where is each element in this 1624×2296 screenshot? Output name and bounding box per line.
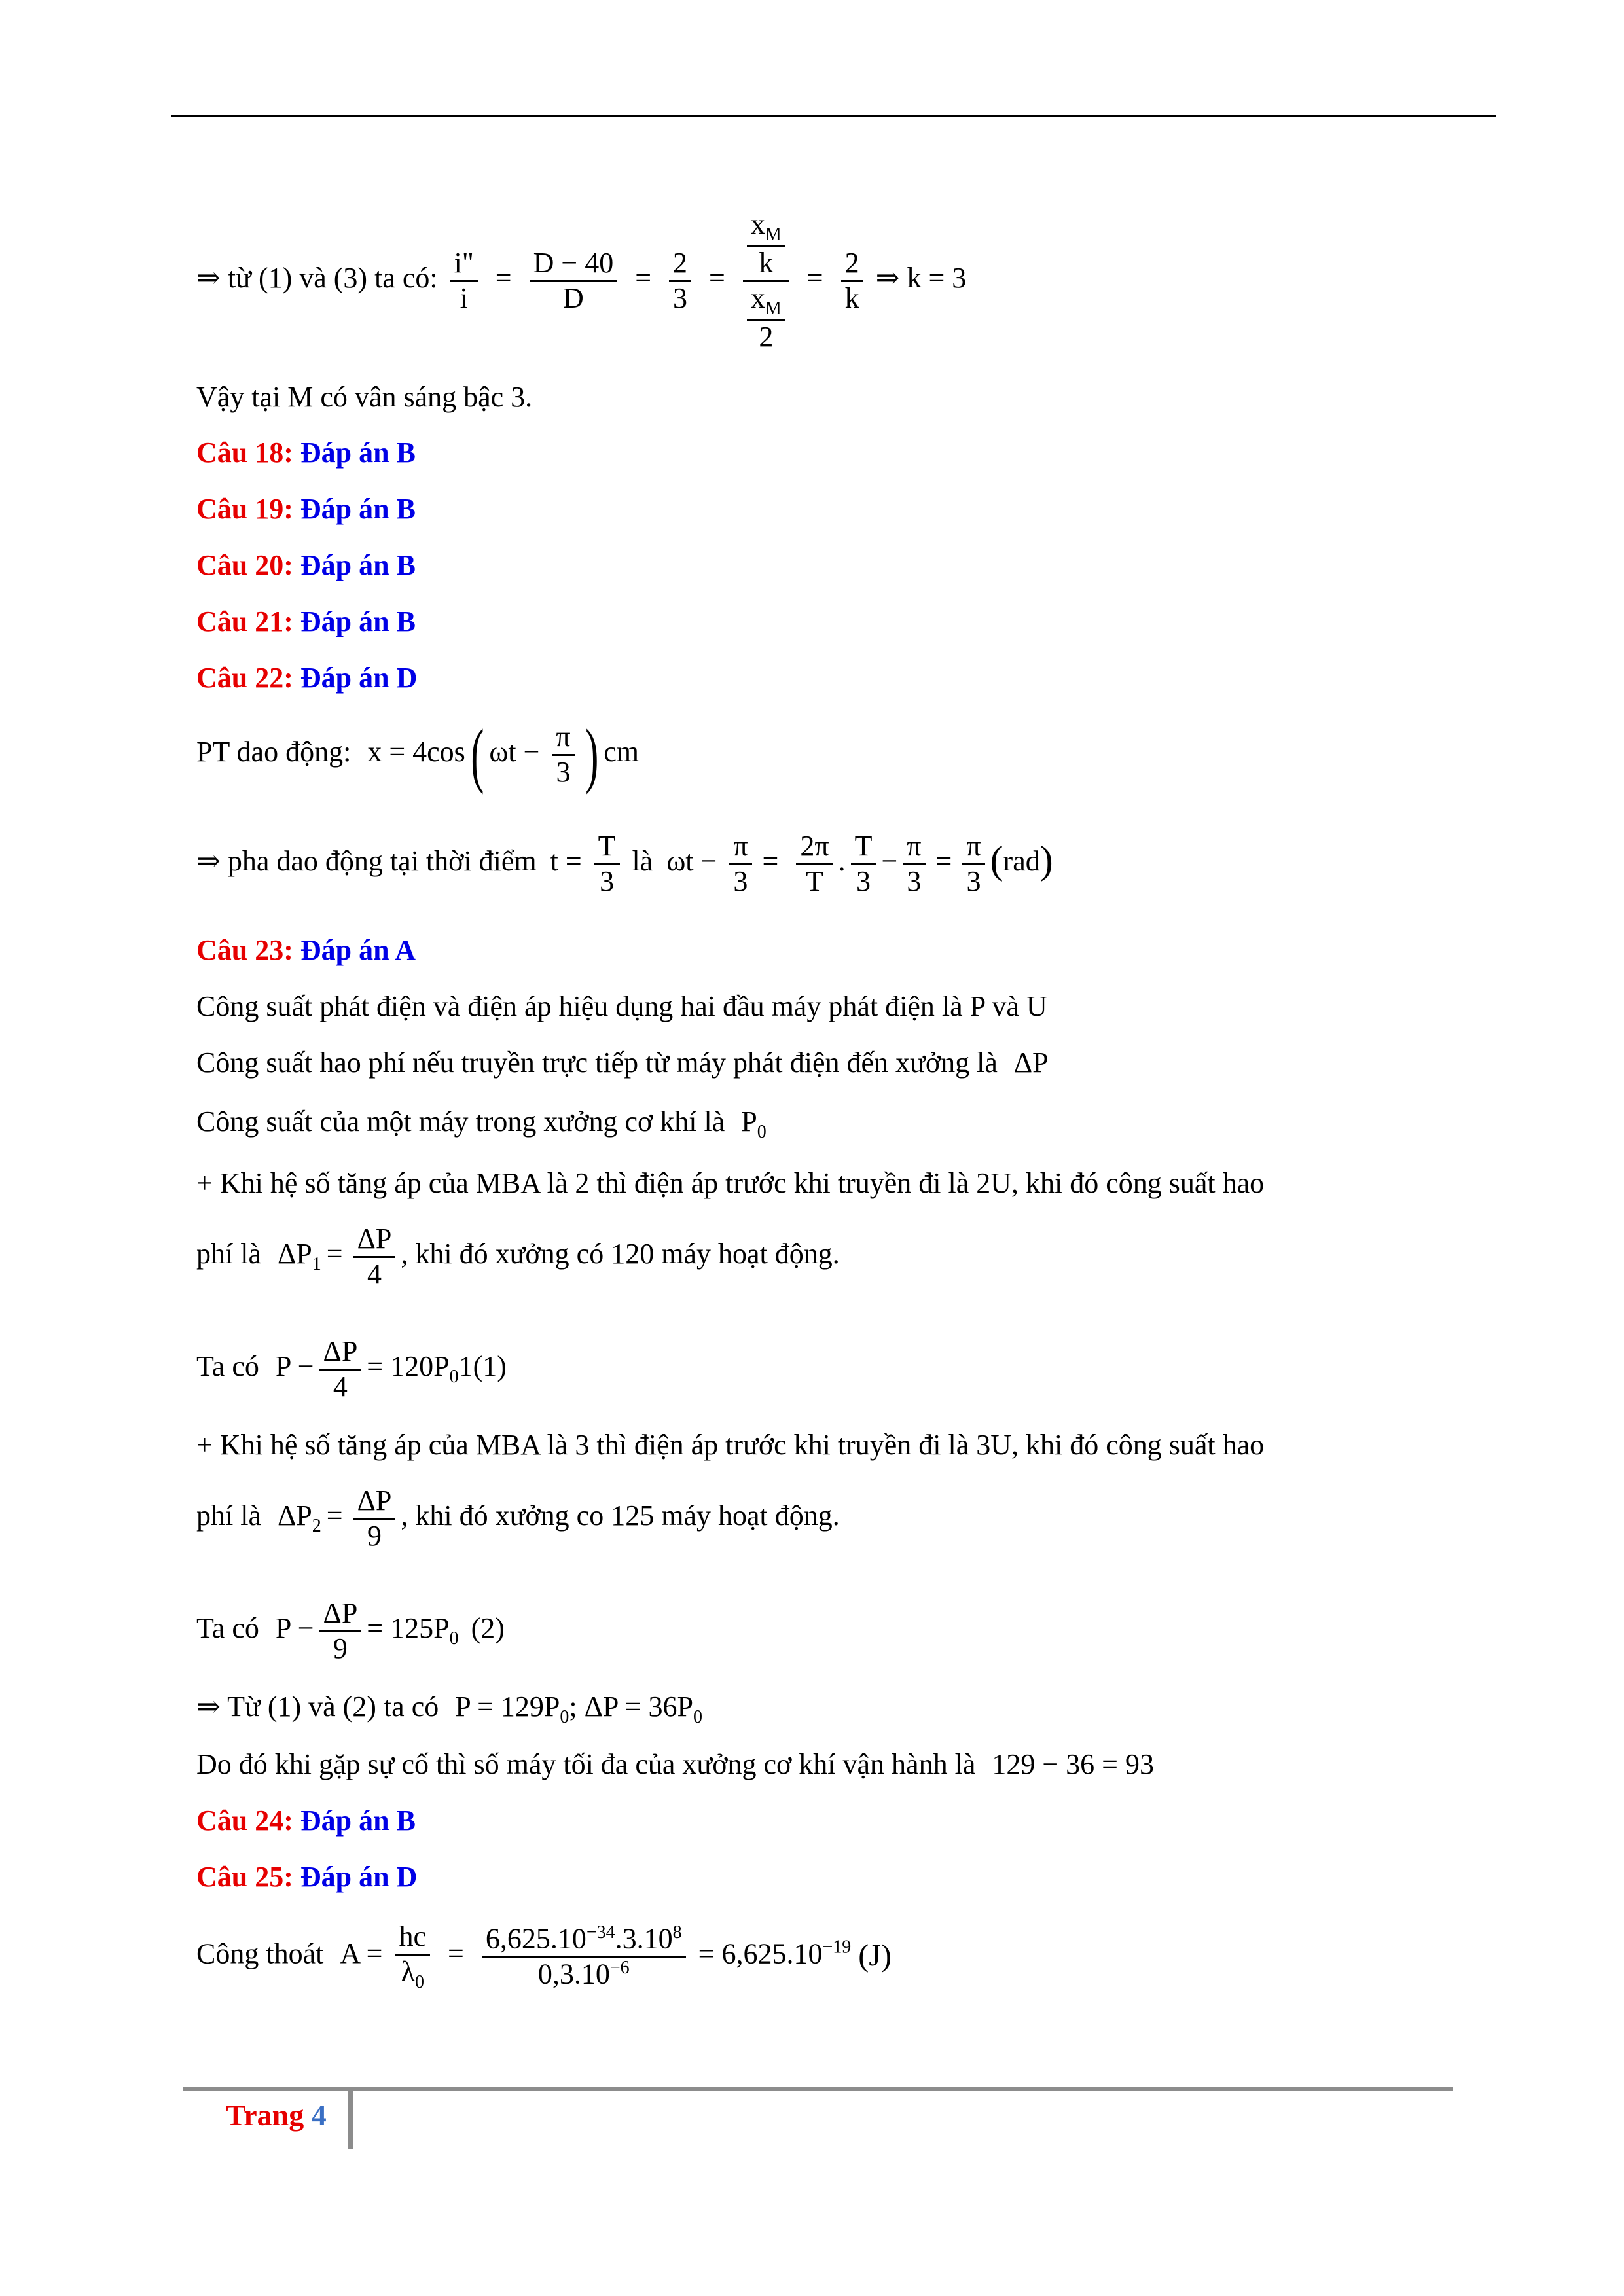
text-line-case-2: + Khi hệ số tăng áp của MBA là 2 thì điện áp trước khi truyền đi là 2U, khi đó công suất hao <box>196 1167 1265 1199</box>
fraction-xm: $\frac{\frac{x_M}{k}}{\frac{x_M}{2}}$ <box>743 208 789 353</box>
loss-equation-1: phí là $\Delta P_1$ = $\frac{\Delta P}{4}$ , khi đó xưởng có 120 máy hoạt động. <box>196 1223 840 1290</box>
phase-equation: ⇒ pha dao động tại thời điểm t = $\frac{T}{3}$ là ωt − $\frac{\pi}{3}$ = $\frac{2\pi}{T}$ . $\frac{T}{3}$ − $\frac{\pi}{3}$ = $\frac{\pi}{3}$ (rad) <box>196 830 1053 897</box>
implies-symbol: ⇒ <box>196 262 221 295</box>
answer-line-19: Câu 19: Đáp án B <box>196 493 416 525</box>
answer-line-22: Câu 22: Đáp án D <box>196 662 418 694</box>
page-number: 4 <box>311 2098 327 2132</box>
loss-equation-2: phí là $\Delta P_2$ = $\frac{\Delta P}{9}$ , khi đó xưởng co 125 máy hoạt động. <box>196 1484 840 1552</box>
footer-rule <box>183 2087 1453 2091</box>
text-line-machine: Công suất của một máy trong xưởng cơ khí là $P_0$ <box>196 1105 767 1142</box>
fraction-d: $\frac{D - 40}{D}$ <box>530 247 618 315</box>
text-line-power: Công suất phát điện và điện áp hiệu dụng hai đầu máy phát điện là P và U <box>196 990 1047 1022</box>
text-line-case-3: + Khi hệ số tăng áp của MBA là 3 thì điện áp trước khi truyền đi là 3U, khi đó công suất hao <box>196 1429 1265 1461</box>
answer-line-23: Câu 23: Đáp án A <box>196 934 416 966</box>
work-function-equation: Công thoát A = $\frac{hc}{\lambda_0}$ = $\frac{6,625.10^{-34}.3.10^8}{0,3.10^{-6}}$ = $6,625.10^{-19}$ (J) <box>196 1920 892 1992</box>
answer-line-20: Câu 20: Đáp án B <box>196 549 416 581</box>
power-equation-2: Ta có P − $\frac{\Delta P}{9}$ = $125P_0$ (2) <box>196 1597 505 1664</box>
answer-line-25: Câu 25: Đáp án D <box>196 1861 418 1893</box>
system-solution: ⇒ Từ (1) và (2) ta có $P = 129P_0$; $\Delta P = 36P_0$ <box>196 1691 703 1727</box>
equation-lead: từ (1) và (3) ta có: <box>227 262 438 295</box>
answer-line-21: Câu 21: Đáp án B <box>196 605 416 637</box>
oscillation-equation: PT dao động: x = 4cos( ωt − $\frac{\pi}{3}$ ) cm <box>196 715 640 795</box>
max-machines-line: Do đó khi gặp sự cố thì số máy tối đa của xưởng cơ khí vận hành là 129 − 36 = 93 <box>196 1748 1154 1780</box>
text-line-loss: Công suất hao phí nếu truyền trực tiếp từ máy phát điện đến xưởng là ΔP <box>196 1047 1049 1079</box>
fraction-two-k: $\frac{2}{k}$ <box>841 247 863 315</box>
page-footer: Trang 4 <box>226 2098 327 2132</box>
header-rule <box>171 115 1496 117</box>
conclusion-text: Vậy tại M có vân sáng bậc 3. <box>196 381 533 413</box>
equation-ratio-line: ⇒ từ (1) và (3) ta có: $\frac{i"}{i}$ = $\frac{D - 40}{D}$ = $\frac{2}{3}$ = $\frac{\frac{x_M}{k}}{\frac{x_M}{2}}$ = $\frac{2}{k}$ ⇒ k = 3 <box>196 208 967 353</box>
result-k: k = 3 <box>907 262 967 295</box>
fraction-two-thirds: $\frac{2}{3}$ <box>669 247 691 315</box>
answer-line-18: Câu 18: Đáp án B <box>196 437 416 469</box>
answer-line-24: Câu 24: Đáp án B <box>196 1804 416 1837</box>
footer-divider <box>348 2091 353 2149</box>
fraction-i: $\frac{i"}{i}$ <box>450 247 478 315</box>
power-equation-1: Ta có P − $\frac{\Delta P}{4}$ = $120P_01(1)$ <box>196 1335 507 1403</box>
